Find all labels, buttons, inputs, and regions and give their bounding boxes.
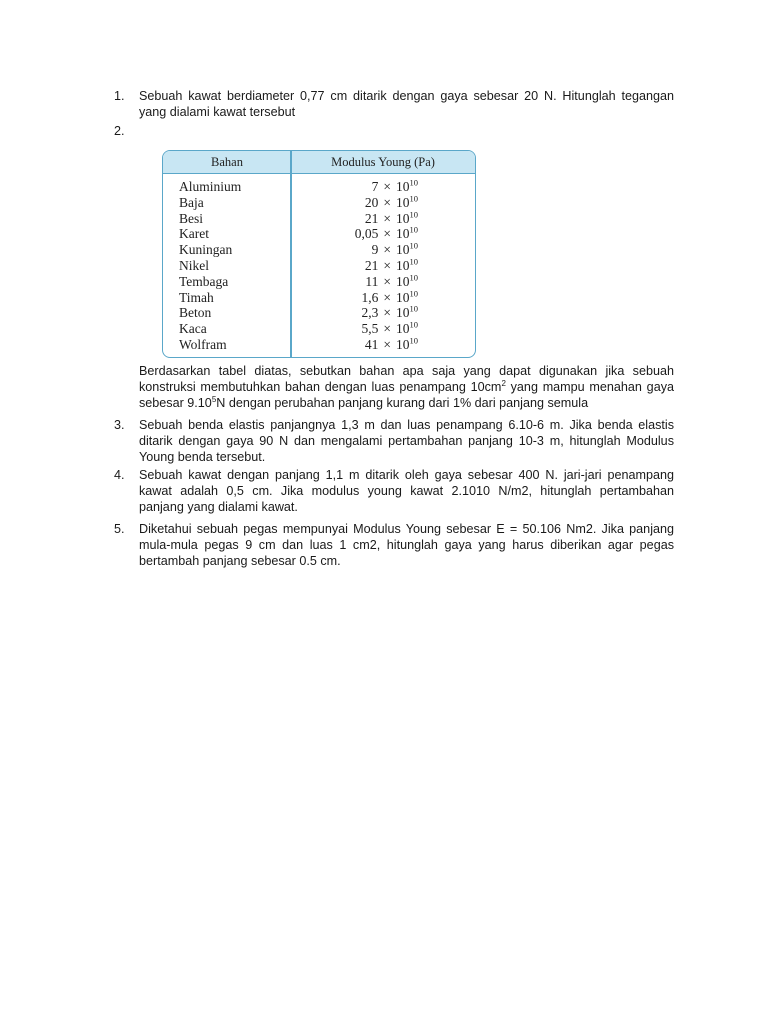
times-sign: ×: [383, 226, 391, 242]
table-row: [163, 226, 475, 242]
modulus-coefficient: 0,05: [354, 226, 379, 242]
text-line: Diketahui sebuah pegas mempunyai Modulus Young sebesar E = 50.106 Nm2. Jika panjang: [139, 522, 674, 536]
modulus-value: [365, 337, 418, 353]
superscript: 2: [501, 378, 506, 388]
material-name: Timah: [179, 289, 214, 305]
power-exponent: 10: [409, 319, 418, 330]
power-exponent: 10: [409, 288, 418, 299]
text-line: Sebuah kawat berdiameter 0,77 cm ditarik dengan gaya sebesar 20 N. Hitunglah tegangan: [139, 89, 674, 103]
table-row: [163, 290, 475, 306]
power-exponent: 10: [409, 193, 418, 204]
table-header: [163, 151, 475, 174]
question-number: 1.: [114, 89, 125, 103]
power-base: 10: [396, 273, 410, 289]
modulus-coefficient: 2,3: [361, 305, 379, 321]
question-text: [139, 363, 674, 411]
modulus-coefficient: 11: [365, 273, 379, 289]
material-name: Tembaga: [179, 273, 229, 289]
material-name: Kuningan: [179, 242, 233, 258]
power-base: 10: [396, 305, 410, 321]
table-row: [163, 242, 475, 258]
text-line: [139, 379, 674, 395]
table-row: [163, 337, 475, 353]
question-number: 5.: [114, 522, 125, 536]
power-base: 10: [396, 179, 410, 194]
power-exponent: 10: [409, 335, 418, 346]
text-line: Sebuah kawat dengan panjang 1,1 m ditarik oleh gaya sebesar 400 N. jari-jari penampang: [139, 468, 674, 482]
question-text: [139, 88, 674, 120]
header-material: Bahan: [211, 155, 243, 169]
modulus-coefficient: 1,6: [361, 289, 379, 305]
power-exponent: 10: [409, 224, 418, 235]
power-exponent: 10: [409, 209, 418, 220]
modulus-coefficient: 9: [371, 242, 379, 258]
table-row: [163, 195, 475, 211]
young-modulus-table: [162, 150, 476, 358]
power-exponent: 10: [409, 177, 418, 188]
text-line: Berdasarkan tabel diatas, sebutkan bahan apa saja yang dapat digunakan jika sebuah: [139, 364, 674, 378]
modulus-coefficient: 7: [371, 179, 379, 194]
times-sign: ×: [383, 336, 391, 352]
question-text: [139, 521, 674, 569]
text-line: bertambah panjang sebesar 0.5 cm.: [139, 554, 341, 568]
modulus-coefficient: 5,5: [361, 321, 379, 337]
power-base: 10: [396, 210, 410, 226]
power-base: 10: [396, 321, 410, 337]
text-segment: yang mampu menahan gaya: [505, 380, 674, 394]
modulus-value: [355, 226, 418, 242]
power-base: 10: [396, 194, 410, 210]
power-exponent: 10: [409, 240, 418, 251]
header-modulus: Modulus Young (Pa): [331, 155, 435, 169]
times-sign: ×: [383, 210, 391, 226]
times-sign: ×: [383, 321, 391, 337]
table-row: [163, 258, 475, 274]
power-base: 10: [396, 226, 410, 242]
times-sign: ×: [383, 179, 391, 194]
table-row: [163, 321, 475, 337]
question-number: 2.: [114, 124, 125, 138]
times-sign: ×: [383, 242, 391, 258]
text-line: kawat adalah 0,5 cm. Jika modulus young kawat 2.1010 N/m2, hitunglah pertambahan: [139, 484, 674, 498]
times-sign: ×: [383, 194, 391, 210]
superscript: 5: [211, 394, 217, 404]
power-base: 10: [396, 289, 410, 305]
question-number: 4.: [114, 468, 125, 482]
material-name: Kaca: [179, 321, 207, 337]
text-segment: sebesar 9.10: [139, 396, 212, 410]
power-exponent: 10: [409, 272, 418, 283]
material-name: Besi: [179, 210, 204, 226]
material-name: Aluminium: [179, 179, 242, 194]
table-body: [163, 179, 475, 353]
times-sign: ×: [383, 273, 391, 289]
modulus-coefficient: 41: [364, 336, 379, 352]
modulus-coefficient: 20: [364, 194, 379, 210]
text-line: ditarik dengan gaya 90 N dan mengalami pertambahan panjang 10-3 m, hitunglah Modulus: [139, 434, 674, 448]
text-segment: konstruksi membutuhkan bahan dengan luas penampang 10cm: [139, 380, 502, 394]
table-row: [163, 274, 475, 290]
table-row: [163, 305, 475, 321]
question-number: 3.: [114, 418, 125, 432]
power-base: 10: [396, 242, 410, 258]
times-sign: ×: [383, 257, 391, 273]
material-name: Beton: [179, 305, 212, 321]
table-row: [163, 211, 475, 227]
material-name: Wolfram: [179, 336, 227, 352]
material-name: Baja: [179, 194, 204, 210]
question-text: [139, 417, 674, 465]
text-segment: N dengan perubahan panjang kurang dari 1% dari panjang semula: [216, 396, 589, 410]
table-row: [163, 179, 475, 195]
power-base: 10: [396, 336, 410, 352]
modulus-coefficient: 21: [364, 210, 379, 226]
text-line: [139, 395, 674, 411]
text-line: mula-mula pegas 9 cm dan luas 1 cm2, hitunglah gaya yang harus diberikan agar pegas: [139, 538, 674, 552]
modulus-coefficient: 21: [364, 257, 379, 273]
text-line: panjang yang dialami kawat.: [139, 500, 298, 514]
times-sign: ×: [383, 289, 391, 305]
power-base: 10: [396, 257, 410, 273]
question-text: [139, 467, 674, 515]
power-exponent: 10: [409, 303, 418, 314]
times-sign: ×: [383, 305, 391, 321]
material-name: Karet: [179, 226, 209, 242]
material-name: Nikel: [179, 257, 209, 273]
text-line: Young benda tersebut.: [139, 450, 266, 464]
text-line: Sebuah benda elastis panjangnya 1,3 m dan luas penampang 6.10-6 m. Jika benda elastis: [139, 418, 674, 432]
power-exponent: 10: [409, 256, 418, 267]
text-line: yang dialami kawat tersebut: [139, 105, 296, 119]
